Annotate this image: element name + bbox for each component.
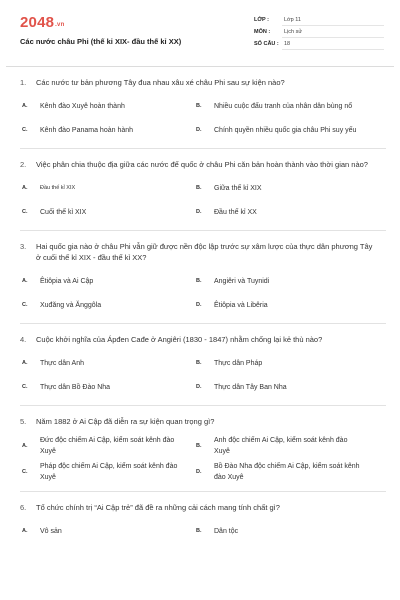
- option-letter: A.: [22, 527, 28, 534]
- option-text: Kênh đào Xuyê hoàn thành: [40, 102, 125, 110]
- question-list: [0, 67, 400, 549]
- option-text: Giữa thế kỉ XIX: [214, 184, 262, 192]
- option-letter: A.: [22, 442, 28, 449]
- question-3: [20, 231, 386, 324]
- option-text: Angiêri và Tuynidi: [214, 277, 270, 285]
- question-number: 6.: [20, 503, 27, 512]
- option-text: Đức độc chiếm Ai Cập, kiểm soát kênh đào Xuyê: [40, 437, 175, 455]
- option-letter: D.: [196, 126, 202, 133]
- option-b[interactable]: [194, 353, 368, 373]
- option-text: Thực dân Tây Ban Nha: [214, 383, 287, 391]
- option-b[interactable]: [194, 96, 368, 116]
- meta-value: Lớp 11: [282, 14, 384, 26]
- option-letter: A.: [22, 359, 28, 366]
- option-c[interactable]: [20, 461, 194, 483]
- option-d[interactable]: [194, 202, 368, 222]
- option-text: Cuối thế kỉ XIX: [40, 208, 87, 216]
- option-text: Thực dân Pháp: [214, 359, 263, 367]
- option-letter: A.: [22, 102, 28, 109]
- option-a[interactable]: [20, 271, 194, 291]
- option-c[interactable]: [20, 202, 194, 222]
- meta-value: Lịch sử: [282, 26, 384, 38]
- option-text: Thực dân Bồ Đào Nha: [40, 383, 111, 391]
- option-letter: B.: [196, 184, 202, 191]
- option-letter: C.: [22, 301, 28, 308]
- option-letter: C.: [22, 126, 28, 133]
- option-c[interactable]: [20, 295, 194, 315]
- exam-meta: [254, 14, 384, 50]
- question-number: 5.: [20, 417, 27, 426]
- option-text: Êtiôpia và Ai Cập: [40, 277, 94, 285]
- option-letter: D.: [196, 383, 202, 390]
- option-letter: D.: [196, 468, 202, 475]
- option-text: Pháp độc chiếm Ai Cập, kiểm soát kênh đào Xuyê: [40, 463, 178, 481]
- question-2: [20, 149, 386, 231]
- option-d[interactable]: [194, 295, 368, 315]
- option-text: Đầu thế kỉ XIX: [40, 184, 76, 191]
- option-a[interactable]: [20, 521, 194, 541]
- option-d[interactable]: [194, 377, 368, 397]
- question-4: [20, 324, 386, 406]
- option-letter: C.: [22, 468, 28, 475]
- option-a[interactable]: [20, 96, 194, 116]
- option-letter: B.: [196, 527, 202, 534]
- option-b[interactable]: [194, 178, 368, 198]
- option-text: Kênh đào Panama hoàn hành: [40, 126, 134, 134]
- page-header: [0, 0, 400, 62]
- option-a[interactable]: [20, 178, 194, 198]
- option-b[interactable]: [194, 435, 368, 457]
- question-1: [20, 67, 386, 149]
- option-text: Êtiôpia và Libêria: [214, 301, 268, 309]
- question-text: Việc phân chia thuộc địa giữa các nước đế quốc ở châu Phi căn bản hoàn thành vào thời gian nào?: [36, 160, 368, 169]
- option-d[interactable]: [194, 461, 368, 483]
- meta-label: SỐ CÂU :: [254, 41, 279, 47]
- meta-value: 18: [282, 38, 384, 50]
- question-text: Các nước tư bản phương Tây đua nhau xâu xé châu Phi sau sự kiện nào?: [36, 78, 285, 87]
- option-c[interactable]: [20, 377, 194, 397]
- option-letter: B.: [196, 277, 202, 284]
- option-letter: B.: [196, 442, 202, 449]
- meta-row-subject: [254, 26, 384, 38]
- meta-row-class: [254, 14, 384, 26]
- option-letter: A.: [22, 277, 28, 284]
- option-letter: A.: [22, 184, 28, 191]
- option-a[interactable]: [20, 353, 194, 373]
- option-text: Anh độc chiếm Ai Cập, kiểm soát kênh đào Xuyê: [214, 437, 348, 455]
- option-letter: C.: [22, 383, 28, 390]
- question-number: 1.: [20, 78, 27, 87]
- option-text: Chính quyền nhiều quốc gia châu Phi suy yếu: [214, 126, 357, 134]
- option-letter: B.: [196, 359, 202, 366]
- question-number: 4.: [20, 335, 27, 344]
- question-number: 3.: [20, 242, 27, 251]
- option-text: Đầu thế kỉ XX: [214, 208, 257, 216]
- question-text: Năm 1882 ở Ai Cập đã diễn ra sự kiện quan trọng gì?: [36, 417, 215, 426]
- question-5: [20, 406, 386, 492]
- meta-row-count: [254, 38, 384, 50]
- brand-suffix: .vn: [55, 22, 65, 28]
- option-letter: B.: [196, 102, 202, 109]
- option-letter: C.: [22, 208, 28, 215]
- option-b[interactable]: [194, 271, 368, 291]
- option-text: Nhiều cuộc đấu tranh của nhân dân bùng nổ: [214, 102, 353, 110]
- question-text: Cuộc khởi nghĩa của Ápđen Cađe ở Angiêri (1830 - 1847) nhằm chống lại kẻ thù nào?: [36, 335, 323, 344]
- option-d[interactable]: [194, 120, 368, 140]
- option-a[interactable]: [20, 435, 194, 457]
- option-letter: D.: [196, 301, 202, 308]
- option-text: Thực dân Anh: [40, 359, 84, 367]
- option-text: Xuđăng và Ănggôla: [40, 301, 102, 309]
- option-letter: D.: [196, 208, 202, 215]
- option-text: Vô sản: [40, 527, 62, 535]
- brand-name: 2048: [20, 14, 55, 31]
- question-6: [20, 492, 386, 549]
- option-b[interactable]: [194, 521, 368, 541]
- meta-label: LỚP :: [254, 17, 269, 23]
- option-c[interactable]: [20, 120, 194, 140]
- option-text: Dân tộc: [214, 527, 239, 535]
- question-text: Tổ chức chính trị “Ai Cập trẻ” đã đề ra những cải cách mang tính chất gì?: [36, 503, 280, 512]
- exam-title: Các nước châu Phi (thế kỉ XIX- đầu thế kỉ XX): [20, 37, 182, 46]
- meta-label: MÔN :: [254, 29, 271, 35]
- question-text: Hai quốc gia nào ở châu Phi vẫn giữ được nền độc lập trước sự xâm lược của thực dân phương Tây ở cuối thế kỉ XIX - đầu thế kỉ XX?: [36, 242, 373, 262]
- option-text: Bồ Đào Nha độc chiếm Ai Cập, kiểm soát kênh đào Xuyê: [214, 463, 360, 481]
- question-number: 2.: [20, 160, 27, 169]
